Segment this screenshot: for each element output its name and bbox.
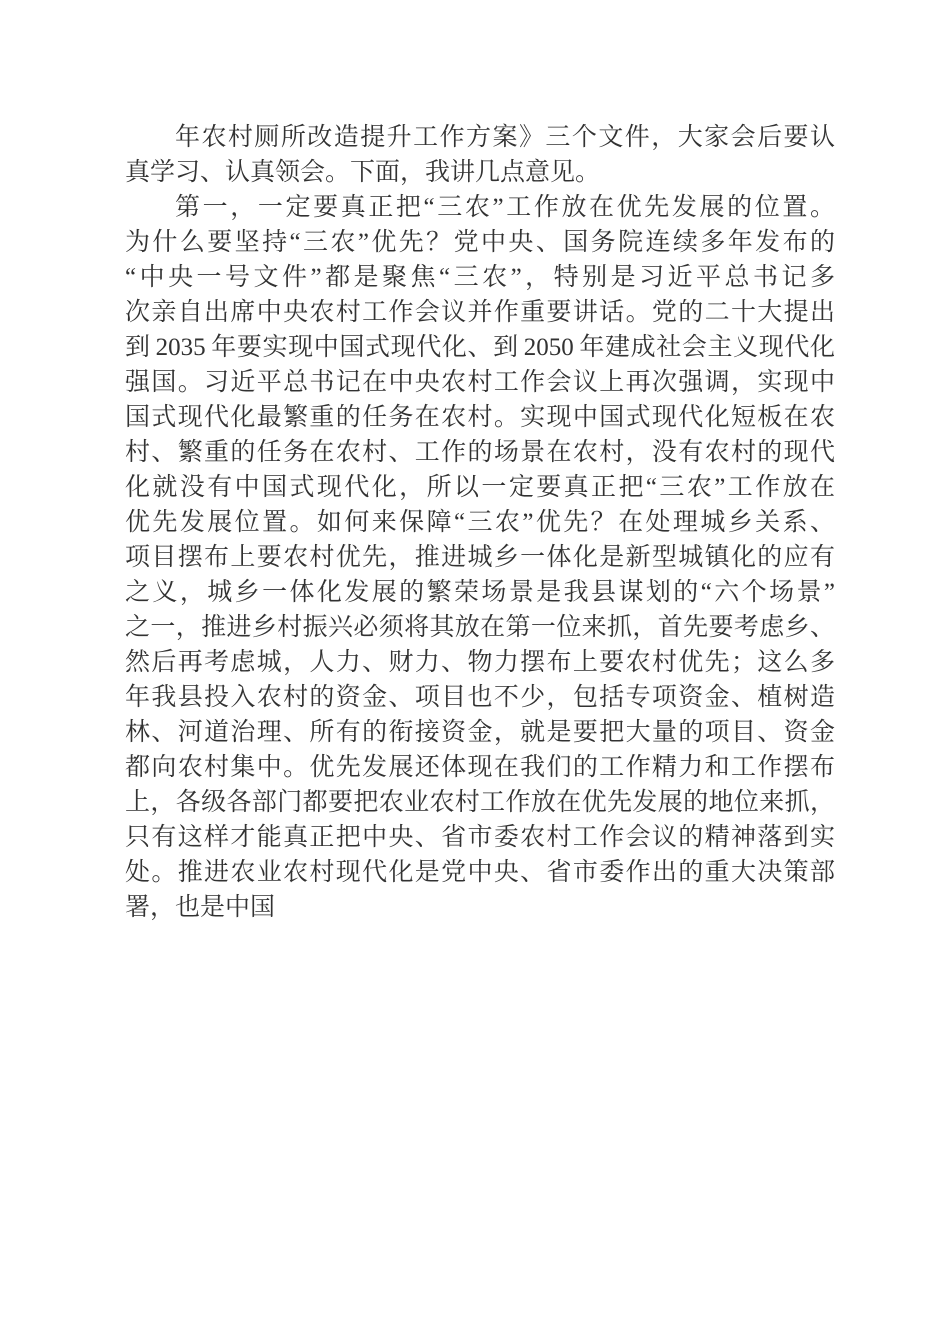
- text-line: 署，也是中国: [125, 894, 276, 921]
- text-line: 年我县投入农村的资金、项目也不少，包括专项资金、植树造: [125, 684, 835, 711]
- text-line: 都向农村集中。优先发展还体现在我们的工作精力和工作摆布: [125, 754, 835, 781]
- text-line: 项目摆布上要农村优先，推进城乡一体化是新型城镇化的应有: [125, 544, 835, 571]
- document-body: [125, 120, 835, 925]
- text-line: “中央一号文件”都是聚焦“三农”，特别是习近平总书记多: [125, 264, 835, 291]
- text-line: 为什么要坚持“三农”优先？党中央、国务院连续多年发布的: [125, 229, 835, 256]
- text-line: 真学习、认真领会。下面，我讲几点意见。: [125, 159, 601, 186]
- text-line: 村、繁重的任务在农村、工作的场景在农村，没有农村的现代: [125, 439, 835, 466]
- text-line: 之一，推进乡村振兴必须将其放在第一位来抓，首先要考虑乡、: [125, 614, 835, 641]
- text-line: 到 2035 年要实现中国式现代化、到 2050 年建成社会主义现代化: [125, 334, 835, 361]
- text-line: 化就没有中国式现代化，所以一定要真正把“三农”工作放在: [125, 474, 835, 501]
- text-line: 第一，一定要真正把“三农”工作放在优先发展的位置。: [175, 194, 835, 221]
- text-line: 优先发展位置。如何来保障“三农”优先？在处理城乡关系、: [125, 509, 835, 536]
- text-line: 强国。习近平总书记在中央农村工作会议上再次强调，实现中: [125, 369, 835, 396]
- text-line: 年农村厕所改造提升工作方案》三个文件，大家会后要认: [175, 124, 835, 151]
- text-line: 之义，城乡一体化发展的繁荣场景是我县谋划的“六个场景”: [125, 579, 835, 606]
- text-line: 然后再考虑城，人力、财力、物力摆布上要农村优先；这么多: [125, 649, 835, 676]
- text-line: 林、河道治理、所有的衔接资金，就是要把大量的项目、资金: [125, 719, 835, 746]
- text-line: 次亲自出席中央农村工作会议并作重要讲话。党的二十大提出: [125, 299, 835, 326]
- text-line: 只有这样才能真正把中央、省市委农村工作会议的精神落到实: [125, 824, 835, 851]
- text-line: 上，各级各部门都要把农业农村工作放在优先发展的地位来抓，: [125, 789, 835, 816]
- text-line: 国式现代化最繁重的任务在农村。实现中国式现代化短板在农: [125, 404, 835, 431]
- text-line: 处。推进农业农村现代化是党中央、省市委作出的重大决策部: [125, 859, 835, 886]
